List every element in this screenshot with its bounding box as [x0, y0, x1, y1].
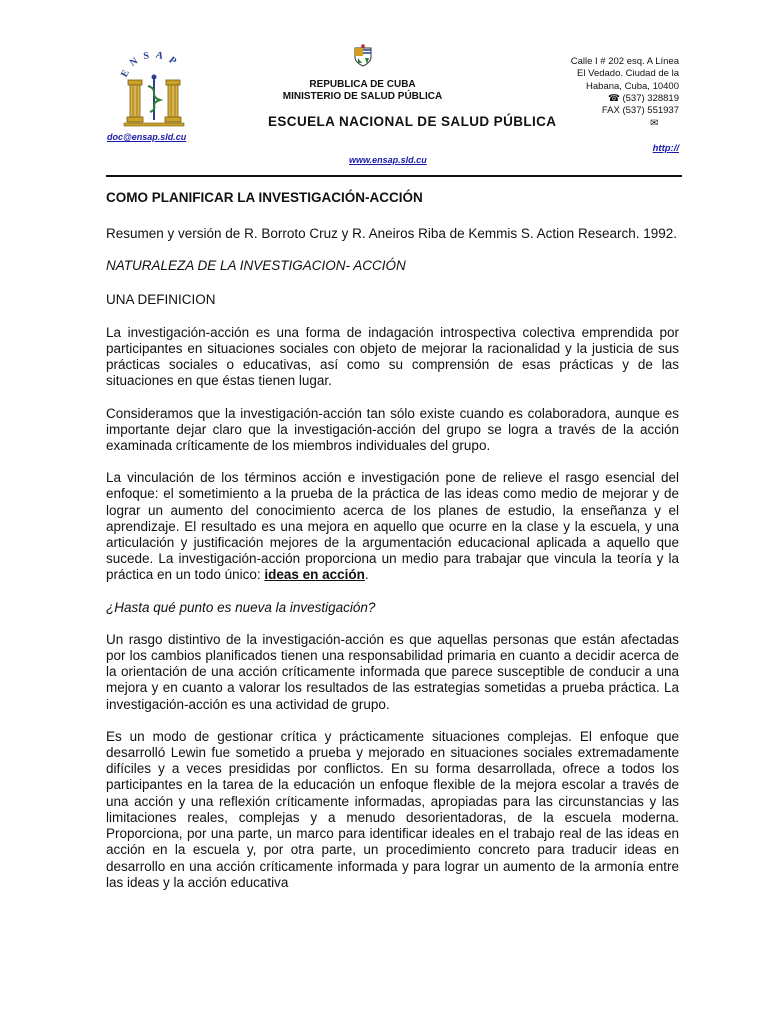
paragraph-5: Es un modo de gestionar crítica y prácticamente situaciones complejas. El enfoque que desarrolló Lewin fue sometido a prueba y mejorado en situaciones sociales extremadamente difíciles y a veces presididas por conflictos. En su forma desarrollada, ofrece a todos los participantes en la tarea de la educación un enfoque flexible de la mejora escolar a través de una acción y una reflexión críticamente informadas, apropiadas para las circunstancias y las limitaciones reales, complejas y a menudo desorientadoras, de la escuela moderna. Proporciona, por una parte, un marco para identificar ideales en el trabajo real de las ideas en acción en la escuela y, por otra parte, un procedimiento concreto para traducir ideas en desarrollo en una acción críticamente informada y para lograr un aumento de la armonía entre las ideas y la acción educativa: [106, 728, 679, 890]
paragraph-3-text: La vinculación de los términos acción e investigación pone de relieve el rasgo esencial del enfoque: el sometimiento a la prueba de la práctica de las ideas como medio de mejorar y de lograr un aumento del conocimiento acerca de los planes de estudio, la enseñanza y el aprendizaje. El resultado es una mejora en aquello que ocurre en la clase y la escuela, y una articulación y justificación mejores de la argumentación educacional aplicada a aquello que sucede. La investigación-acción proporciona un medio para trabajar que vincula la teoría y la práctica en un todo único:: [106, 470, 679, 583]
ministerio-label: MINISTERIO DE SALUD PÚBLICA: [282, 91, 443, 102]
logo-letters: ENSAP: [118, 50, 183, 80]
address-block: [519, 56, 679, 117]
article-title: COMO PLANIFICAR LA INVESTIGACIÓN-ACCIÓN: [106, 190, 423, 205]
address-line-2: El Vedado. Ciudad de la: [577, 68, 679, 80]
header-institution: [230, 79, 495, 103]
paragraph-4: Un rasgo distintivo de la investigación-acción es que aquellas personas que están afectadas por los cambios planificados tienen una responsabilidad primaria en cuanto a decidir acerca de la orientación de una acción críticamente informada que parece susceptible de conducir a una mejora y en cuanto a valorar los resultados de las estrategias sometidas a prueba práctica. La investigación-acción es una actividad de grupo.: [106, 631, 679, 712]
envelope-icon: ✉: [650, 118, 659, 129]
fax-number: FAX (537) 551937: [601, 105, 679, 117]
republica-label: REPUBLICA DE CUBA: [309, 79, 416, 90]
ensap-logo: [118, 50, 190, 130]
article-body: [106, 190, 679, 907]
ideas-en-accion-link[interactable]: ideas en acción: [264, 567, 365, 583]
paragraph-3-end: .: [364, 567, 369, 583]
header-divider: [106, 175, 682, 177]
address-line-3: Habana, Cuba, 10400: [586, 80, 679, 92]
article-summary: Resumen y versión de R. Borroto Cruz y R. Aneiros Riba de Kemmis S. Action Research. 1992.: [106, 226, 678, 242]
email-link[interactable]: doc@ensap.sld.cu: [107, 132, 187, 142]
svg-text:ENSAP: [119, 50, 183, 79]
section-heading-naturaleza: NATURALEZA DE LA INVESTIGACION- ACCIÓN: [106, 258, 406, 274]
paragraph-1: La investigación-acción es una forma de indagación introspectiva colectiva emprendida por participantes en situaciones sociales con objeto de mejorar la racionalidad y la justicia de sus prácticas sociales o educativas, así como su comprensión de esas prácticas y de las situaciones en que éstas tienen lugar.: [106, 324, 679, 389]
question-heading: ¿Hasta qué punto es nueva la investigación?: [106, 599, 376, 615]
phone-number: ☎ (537) 328819: [608, 92, 679, 104]
address-line-1: Calle I # 202 esq. A Línea: [570, 56, 679, 67]
paragraph-3: [106, 470, 679, 583]
http-link[interactable]: http://: [652, 143, 679, 154]
section-heading-definicion: UNA DEFINICION: [106, 291, 216, 307]
website-link[interactable]: www.ensap.sld.cu: [349, 155, 427, 165]
school-name: ESCUELA NACIONAL DE SALUD PÚBLICA: [268, 114, 557, 129]
cuba-coat-of-arms-icon: [352, 44, 374, 68]
paragraph-2: Consideramos que la investigación-acción tan sólo existe cuando es colaboradora, aunque es importante dejar claro que la investigación-acción del grupo se logra a través de la acción examinada críticamente de los miembros individuales del grupo.: [106, 405, 679, 454]
